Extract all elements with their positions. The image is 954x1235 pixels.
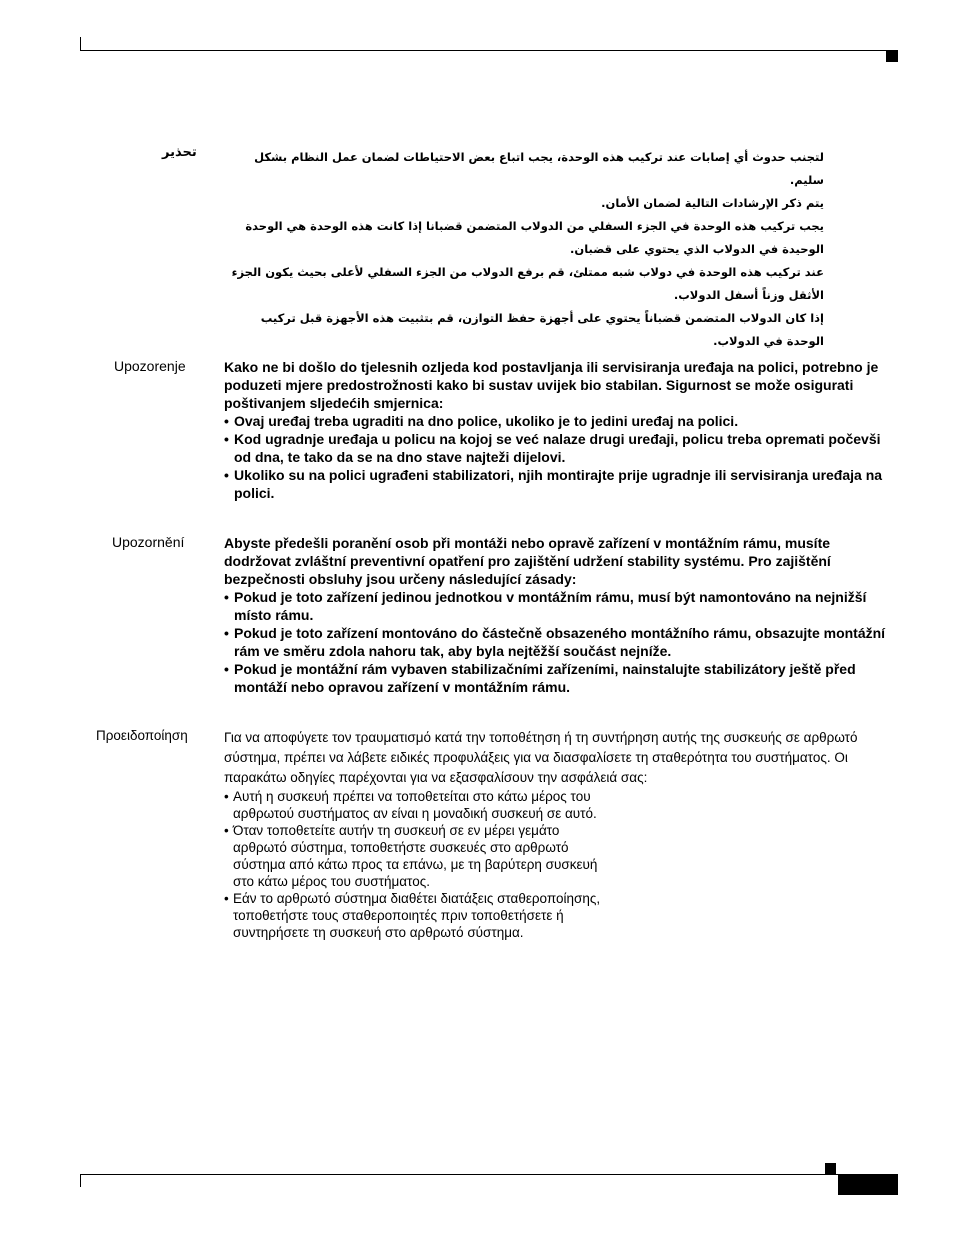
guideline-item: • Όταν τοποθετείτε αυτήν τη συσκευή σε εν μέρει γεμάτο αρθρωτό σύστημα, τοποθετήστε συσκευές στο αρθρωτό σύστημα από κάτω προς τα επάνω, με τη βαρύτερη συσκευή στο κάτω μέρος του συστήματος. [224,822,604,890]
guideline-item: • Ovaj uređaj treba ugraditi na dno police, ukoliko je to jedini uređaj na polici. [224,412,896,430]
guideline-item: • Εάν το αρθρωτό σύστημα διαθέτει διατάξεις σταθεροποίησης, τοποθετήστε τους σταθεροποιητές πριν τοποθετήσετε ή συντηρήσετε τη συσκευή στο αρθρωτό σύστημα. [224,890,604,941]
guideline-item: • Kod ugradnje uređaja u policu na kojoj se već nalaze drugi uređaji, policu treba opremati počevši od dna, te tako da se na dno stave najteži dijelovi. [224,430,896,466]
header-marker [886,50,898,62]
guideline-item: • Pokud je montážní rám vybaven stabilizačními zařízeními, nainstalujte stabilizátory ještě před montáží nebo opravou zařízení v montážním rámu. [224,660,896,696]
warning-body-czech [224,534,896,696]
guideline-list [224,788,604,941]
warning-intro: Για να αποφύγετε τον τραυματισμό κατά την τοποθέτηση ή τη συντήρηση αυτής της συσκευής σε αρθρωτό σύστημα, πρέπει να λάβετε ειδικές προφυλάξεις για να διασφαλίσετε τη σταθερότητα του συστήματος. Οι παρακάτω οδηγίες παρέχονται για να εξασφαλίσουν την ασφάλειά σας: [224,730,858,785]
warning-intro: Abyste předešli poranění osob při montáži nebo opravě zařízení v montážním rámu, musíte dodržovat zvláštní preventivní opatření pro zajištění udržení stability systému. Pro zajištění bezpečnosti obsluhy jsou určeny následující zásady: [224,535,831,587]
warning-body-arabic [222,146,824,353]
warning-body-croatian [224,358,896,502]
footer-tick [80,1174,81,1187]
arabic-paragraph: لتجنب حدوث أي إصابات عند تركيب هذه الوحدة، يجب اتباع بعض الاحتياطات لضمان عمل النظام بشكل سليم. [254,150,824,187]
guideline-list [224,412,896,502]
footer-rule [80,1174,898,1175]
footer-page-box [838,1175,898,1195]
arabic-paragraph: يجب تركيب هذه الوحدة في الجزء السفلي من الدولاب المتضمن قضبانا إذا كانت هذه الوحدة هي الوحدة الوحيدة في الدولاب الذي يحتوي على قضبان. [245,219,824,256]
arabic-paragraph: يتم ذكر الإرشادات التالية لضمان الأمان. [601,196,824,210]
warning-intro: Kako ne bi došlo do tjelesnih ozljeda kod postavljanja ili servisiranja uređaja na polici, potrebno je poduzeti mjere predostrožnosti kako bi sustav uvijek bio stabilan. Sigurnost se može osigurati poštivanjem sljedećih smjernica: [224,359,879,411]
guideline-item: • Αυτή η συσκευή πρέπει να τοποθετείται στο κάτω μέρος του αρθρωτού συστήματος αν είναι η μοναδική συσκευή σε αυτό. [224,788,604,822]
warning-label-czech: Upozornění [112,534,185,550]
warning-label-croatian: Upozorenje [114,358,186,374]
guideline-list [224,588,896,696]
header-tick [80,37,81,51]
arabic-paragraph: إذا كان الدولاب المتضمن قضباناً يحتوي على أجهزة حفظ التوازن، قم بتثبيت هذه الأجهزة قبل تركيب الوحدة في الدولاب. [260,311,824,348]
guideline-item: • Ukoliko su na polici ugrađeni stabilizatori, njih montirajte prije ugradnje ili servisiranja uređaja na polici. [224,466,896,502]
header-rule [80,50,898,51]
guideline-item: • Pokud je toto zařízení montováno do částečně obsazeného montážního rámu, obsazujte montážní rám ve směru zdola nahoru tak, aby byla nejtěžší součást nejníže. [224,624,896,660]
warning-label-arabic: تحذير [162,145,197,160]
guideline-item: • Pokud je toto zařízení jedinou jednotkou v montážním rámu, musí být namontováno na nejnižší místo rámu. [224,588,896,624]
footer-marker [825,1163,836,1174]
warning-label-greek: Προειδοποίηση [96,728,188,743]
arabic-paragraph: عند تركيب هذه الوحدة في دولاب شبه ممتلئ، قم برفع الدولاب من الجزء السفلي لأعلى بحيث يكون الجزء الأثقل وزناً أسفل الدولاب. [231,265,824,302]
warning-body-greek [224,728,896,941]
